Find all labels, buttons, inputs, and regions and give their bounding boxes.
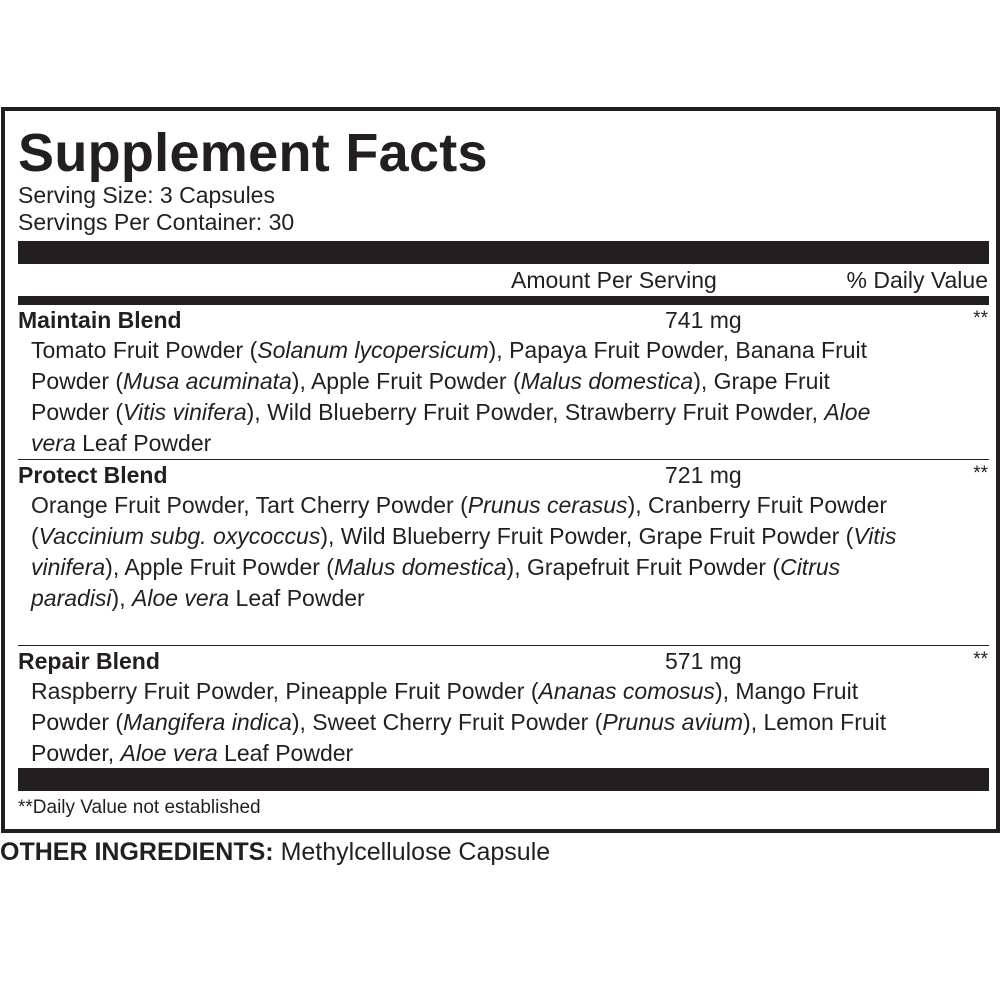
ingredient-text: ), Cranberry Fruit Powder ( [31,492,888,549]
blend-dv-maintain: ** [973,308,988,329]
ingredient-text: Raspberry Fruit Powder, Pineapple Fruit Powder ( [31,678,539,704]
blend-amount-repair: 571 mg [665,648,742,674]
ingredient-text: Leaf Powder [229,585,365,611]
ingredient-text: ), Wild Blueberry Fruit Powder, Grape Fruit Powder ( [320,523,854,549]
blend-amount-maintain: 741 mg [665,307,742,333]
botanical-name: Prunus avium [602,709,744,735]
ingredient-text: ), Sweet Cherry Fruit Powder ( [291,709,603,735]
blend-ingredients-maintain [31,335,911,459]
blend-name-protect: Protect Blend [18,462,168,488]
botanical-name: Malus domestica [520,368,694,394]
blend-name-repair: Repair Blend [18,648,160,674]
ingredient-text: Leaf Powder [75,430,212,456]
botanical-name: Vitis vinifera [31,523,897,580]
botanical-name: Solanum lycopersicum [257,337,489,363]
header-amount-per-serving: Amount Per Serving [511,267,717,293]
header-daily-value: % Daily Value [846,267,988,293]
other-ingredients-label: OTHER INGREDIENTS: [0,838,281,866]
ingredient-text: ), Apple Fruit Powder ( [291,368,521,394]
ingredient-text: ), Wild Blueberry Fruit Powder, Strawberry Fruit Powder, [246,399,825,425]
botanical-name: Aloe vera [132,585,230,611]
botanical-name: Aloe vera [120,740,218,766]
ingredient-text: ), Mango Fruit Powder ( [31,678,859,735]
botanical-name: Musa acuminata [123,368,292,394]
botanical-name: Citrus paradisi [31,554,841,611]
ingredient-text: ), [111,585,132,611]
servings-per-container: Servings Per Container: 30 [18,209,295,235]
blend-dv-repair: ** [973,649,988,670]
ingredient-text: ), Apple Fruit Powder ( [105,554,334,580]
thin-divider [18,645,989,646]
thick-divider-top [18,241,989,264]
medium-divider [18,296,989,305]
serving-size: Serving Size: 3 Capsules [18,182,275,208]
botanical-name: Aloe vera [31,399,871,456]
botanical-name: Prunus cerasus [467,492,628,518]
botanical-name: Vitis vinifera [123,399,247,425]
ingredient-text: Orange Fruit Powder, Tart Cherry Powder ( [31,492,468,518]
botanical-name: Malus domestica [333,554,507,580]
ingredient-text: ), Papaya Fruit Powder, Banana Fruit Powder ( [31,337,868,394]
blend-ingredients-repair [31,676,911,769]
other-ingredients-value: Methylcellulose Capsule [280,838,551,866]
ingredient-text: ), Lemon Fruit Powder, [31,709,887,766]
blend-amount-protect: 721 mg [665,462,742,488]
ingredient-text: Leaf Powder [217,740,354,766]
blend-ingredients-protect [31,490,911,614]
blend-dv-protect: ** [973,463,988,484]
botanical-name: Ananas comosus [538,678,715,704]
supplement-facts-panel [1,107,1000,833]
footnote: **Daily Value not established [18,797,261,818]
ingredient-text: ), Grape Fruit Powder ( [31,368,830,425]
panel-title: Supplement Facts [18,123,488,183]
ingredient-text: Tomato Fruit Powder ( [31,337,258,363]
blend-name-maintain: Maintain Blend [18,307,182,333]
thick-divider-bottom [18,768,989,791]
botanical-name: Vaccinium subg. oxycoccus [38,523,321,549]
botanical-name: Mangifera indica [123,709,292,735]
other-ingredients [0,837,550,867]
ingredient-text: ), Grapefruit Fruit Powder ( [506,554,781,580]
